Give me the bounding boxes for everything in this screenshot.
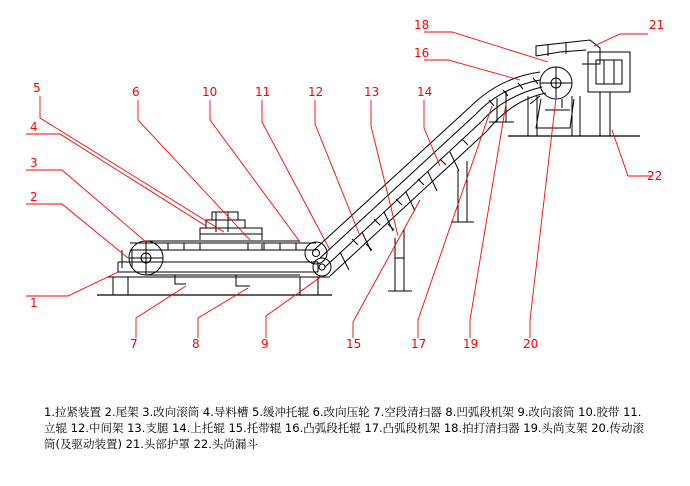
callout-9[interactable]: 9 bbox=[261, 337, 269, 351]
callout-20[interactable]: 20 bbox=[523, 337, 539, 351]
callout-2[interactable]: 2 bbox=[30, 190, 38, 204]
tail-frame bbox=[97, 212, 332, 295]
callout-11[interactable]: 11 bbox=[255, 85, 271, 99]
callout-10[interactable]: 10 bbox=[202, 85, 218, 99]
leader-2 bbox=[26, 204, 128, 258]
leader-13 bbox=[371, 100, 398, 236]
callout-13[interactable]: 13 bbox=[364, 85, 380, 99]
leader-18 bbox=[530, 98, 556, 338]
head-section bbox=[508, 40, 640, 136]
callout-18[interactable]: 18 bbox=[414, 18, 430, 32]
leader-11 bbox=[262, 100, 330, 250]
callout-8[interactable]: 8 bbox=[192, 337, 200, 351]
callout-leaders bbox=[26, 32, 652, 338]
leader-1 bbox=[26, 272, 118, 296]
leader-6 bbox=[138, 100, 250, 240]
machine-geometry bbox=[97, 40, 640, 295]
leader-5 bbox=[40, 96, 224, 232]
leader-10 bbox=[210, 100, 300, 242]
callout-1[interactable]: 1 bbox=[30, 296, 38, 310]
leader-17 bbox=[470, 104, 506, 338]
leader-9 bbox=[266, 276, 322, 338]
leader-4 bbox=[26, 134, 206, 226]
leader-21 bbox=[594, 34, 648, 46]
leader-18b bbox=[424, 32, 548, 62]
callout-17[interactable]: 17 bbox=[411, 337, 427, 351]
callout-4[interactable]: 4 bbox=[30, 120, 38, 134]
callout-7[interactable]: 7 bbox=[130, 337, 138, 351]
leader-7 bbox=[136, 286, 186, 338]
legend-text: 1.拉紧装置 2.尾架 3.改向滚筒 4.导料槽 5.缓冲托辊 6.改向压轮 7.空段清扫器 8.凹弧段机架 9.改向滚筒 10.胶带 11.立辊 12.中间架 13.支腿 14.上托辊 15.托带辊 16.凸弧段托辊 17.凸弧段机架 18.拍打清扫器 19.头尚支架 20.传动滚筒(及驱动装置) 21.头部护罩 22.头尚漏斗 bbox=[44, 405, 644, 451]
callout-22[interactable]: 22 bbox=[647, 169, 663, 183]
callout-21[interactable]: 21 bbox=[649, 18, 665, 32]
leader-22 bbox=[612, 130, 652, 176]
callout-19[interactable]: 19 bbox=[463, 337, 479, 351]
callout-16[interactable]: 16 bbox=[414, 46, 430, 60]
callout-12[interactable]: 12 bbox=[308, 85, 324, 99]
callout-15[interactable]: 15 bbox=[346, 337, 362, 351]
callout-6[interactable]: 6 bbox=[132, 85, 140, 99]
convex-curve-section bbox=[470, 72, 546, 131]
leader-14 bbox=[424, 100, 440, 166]
callout-3[interactable]: 3 bbox=[30, 156, 38, 170]
inclined-section bbox=[314, 107, 487, 291]
callout-14[interactable]: 14 bbox=[417, 85, 433, 99]
leader-3 bbox=[26, 170, 146, 242]
leader-15 bbox=[353, 200, 420, 338]
leader-16b bbox=[424, 60, 520, 80]
leader-12 bbox=[315, 100, 360, 236]
callout-5[interactable]: 5 bbox=[33, 81, 41, 95]
